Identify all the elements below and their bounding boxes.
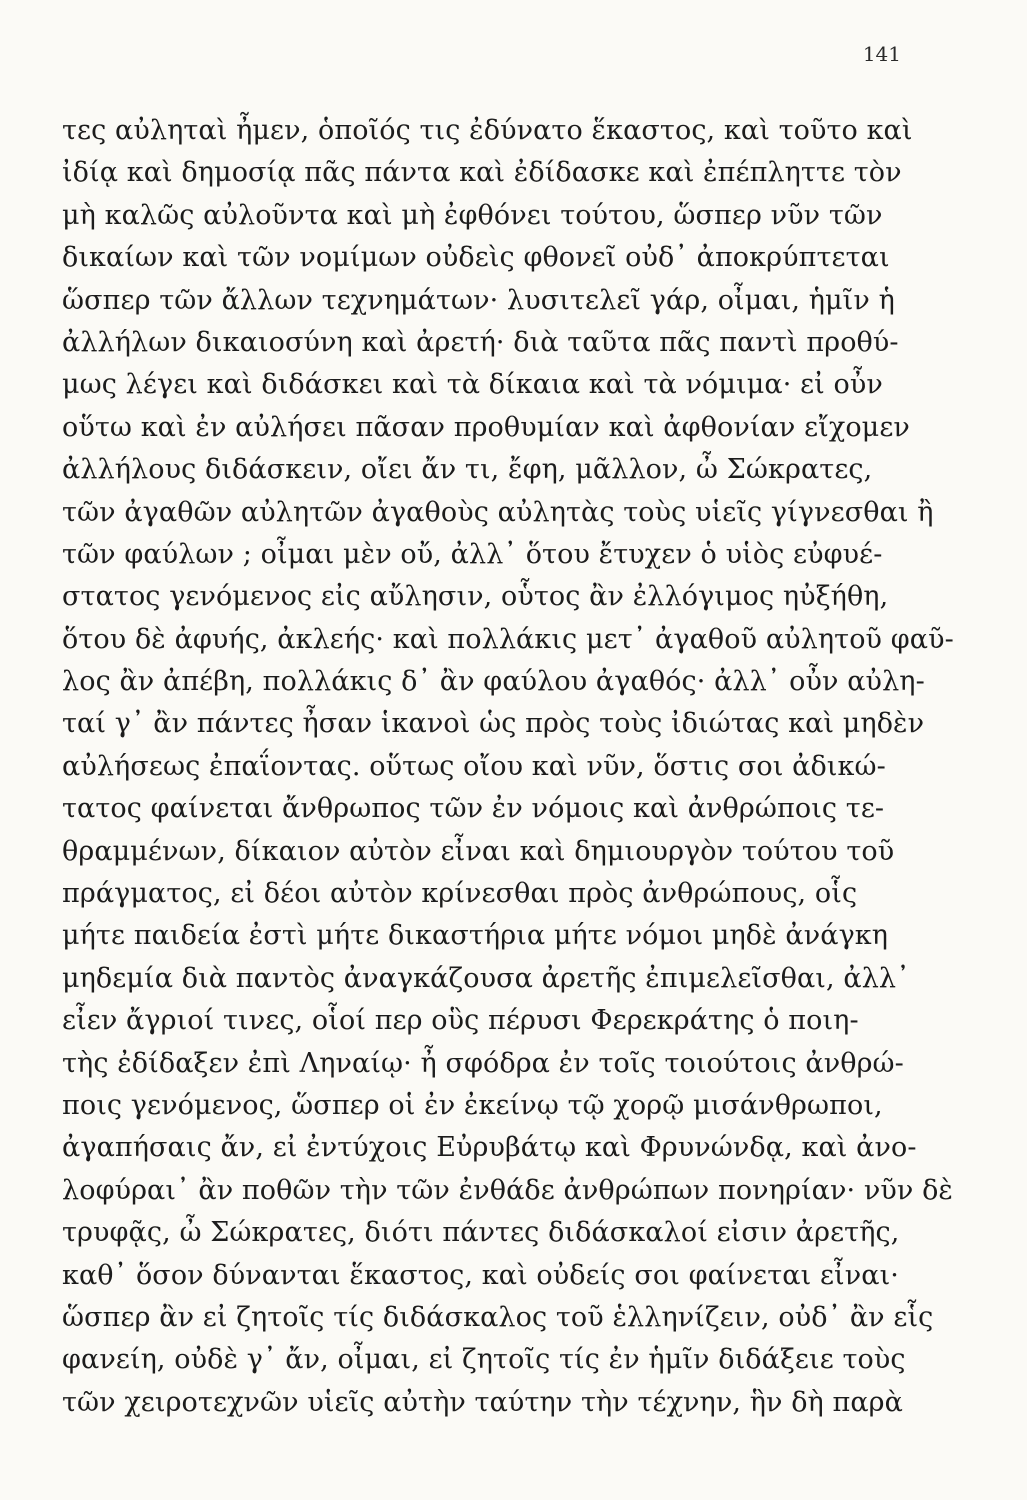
text-line: μὴ καλῶς αὐλοῦντα καὶ μὴ ἐφθόνει τούτου, ὥσπερ νῦν τῶν — [62, 199, 883, 231]
text-line: τες αὐληταὶ ἦμεν, ὁποῖός τις ἐδύνατο ἕκαστος, καὶ τοῦτο καὶ — [62, 115, 913, 146]
text-line: τατος φαίνεται ἄνθρωπος τῶν ἐν νόμοις καὶ ἀνθρώποις τε- — [62, 793, 885, 825]
text-line: στατος γενόμενος εἰς αὔλησιν, οὗτος ἂν ἐλλόγιμος ηὐξήθη, — [62, 581, 889, 613]
text-line: ὅτου δὲ ἀφυής, ἀκλεής· καὶ πολλάκις μετ᾽ ἀγαθοῦ αὐλητοῦ φαῦ- — [62, 623, 954, 655]
text-line: λος ἂν ἀπέβη, πολλάκις δ᾽ ἂν φαύλου ἀγαθός· ἀλλ᾽ οὖν αὐλη- — [62, 666, 925, 698]
text-line: ὥσπερ ἂν εἰ ζητοῖς τίς διδάσκαλος τοῦ ἑλληνίζειν, οὐδ᾽ ἂν εἷς — [62, 1301, 934, 1333]
page-number: 141 — [862, 42, 901, 66]
text-line: ἀλλήλων δικαιοσύνη καὶ ἀρετή· διὰ ταῦτα πᾶς παντὶ προθύ- — [62, 326, 899, 358]
text-line: φανείη, οὐδὲ γ᾽ ἄν, οἶμαι, εἰ ζητοῖς τίς ἐν ἡμῖν διδάξειε τοὺς — [62, 1344, 906, 1376]
text-line: αὐλήσεως ἐπαΐοντας. οὕτως οἴου καὶ νῦν, ὅστις σοι ἀδικώ- — [62, 750, 886, 782]
text-line: δικαίων καὶ τῶν νομίμων οὐδεὶς φθονεῖ οὐδ᾽ ἀποκρύπτεται — [62, 242, 890, 274]
text-line: ταί γ᾽ ἂν πάντες ἦσαν ἱκανοὶ ὡς πρὸς τοὺς ἰδιώτας καὶ μηδὲν — [62, 708, 925, 740]
text-line: τὴς ἐδίδαξεν ἐπὶ Ληναίῳ· ἦ σφόδρα ἐν τοῖς τοιούτοις ἀνθρώ- — [62, 1047, 904, 1079]
text-line: λοφύραι᾽ ἂν ποθῶν τὴν τῶν ἐνθάδε ἀνθρώπων πονηρίαν· νῦν δὲ — [62, 1174, 954, 1206]
text-line: τρυφᾷς, ὦ Σώκρατες, διότι πάντες διδάσκαλοί εἰσιν ἀρετῆς, — [62, 1217, 900, 1249]
text-line: ἰδίᾳ καὶ δημοσίᾳ πᾶς πάντα καὶ ἐδίδασκε καὶ ἐπέπληττε τὸν — [62, 157, 902, 189]
text-line: ποις γενόμενος, ὥσπερ οἱ ἐν ἐκείνῳ τῷ χορῷ μισάνθρωποι, — [62, 1089, 883, 1121]
text-line: θραμμένων, δίκαιον αὐτὸν εἶναι καὶ δημιουργὸν τούτου τοῦ — [62, 835, 895, 867]
text-line: μως λέγει καὶ διδάσκει καὶ τὰ δίκαια καὶ τὰ νόμιμα· εἰ οὖν — [62, 369, 883, 401]
text-line: τῶν χειροτεχνῶν υἱεῖς αὐτὴν ταύτην τὴν τέχνην, ἣν δὴ παρὰ — [62, 1386, 903, 1418]
text-line: τῶν ἀγαθῶν αὐλητῶν ἀγαθοὺς αὐλητὰς τοὺς υἱεῖς γίγνεσθαι ἢ — [62, 496, 934, 528]
text-line: πράγματος, εἰ δέοι αὐτὸν κρίνεσθαι πρὸς ἀνθρώπους, οἷς — [62, 878, 858, 910]
text-line: ἀγαπήσαις ἄν, εἰ ἐντύχοις Εὐρυβάτῳ καὶ Φρυνώνδᾳ, καὶ ἀνο- — [62, 1132, 917, 1164]
text-line: ὥσπερ τῶν ἄλλων τεχνημάτων· λυσιτελεῖ γάρ, οἶμαι, ἡμῖν ἡ — [62, 284, 895, 316]
greek-text-block — [62, 110, 954, 1424]
text-line: ἀλλήλους διδάσκειν, οἴει ἄν τι, ἔφη, μᾶλλον, ὦ Σώκρατες, — [62, 454, 873, 486]
text-line: μήτε παιδεία ἐστὶ μήτε δικαστήρια μήτε νόμοι μηδὲ ἀνάγκη — [62, 920, 889, 952]
text-line: καθ᾽ ὅσον δύνανται ἕκαστος, καὶ οὐδείς σοι φαίνεται εἶναι· — [62, 1259, 899, 1291]
text-line: εἶεν ἄγριοί τινες, οἷοί περ οὓς πέρυσι Φερεκράτης ὁ ποιη- — [62, 1005, 859, 1037]
text-line: οὕτω καὶ ἐν αὐλήσει πᾶσαν προθυμίαν καὶ ἀφθονίαν εἴχομεν — [62, 411, 910, 443]
text-line: τῶν φαύλων ; οἶμαι μὲν οὔ, ἀλλ᾽ ὅτου ἔτυχεν ὁ υἱὸς εὐφυέ- — [62, 538, 883, 570]
text-line: μηδεμία διὰ παντὸς ἀναγκάζουσα ἀρετῆς ἐπιμελεῖσθαι, ἀλλ᾽ — [62, 962, 910, 994]
